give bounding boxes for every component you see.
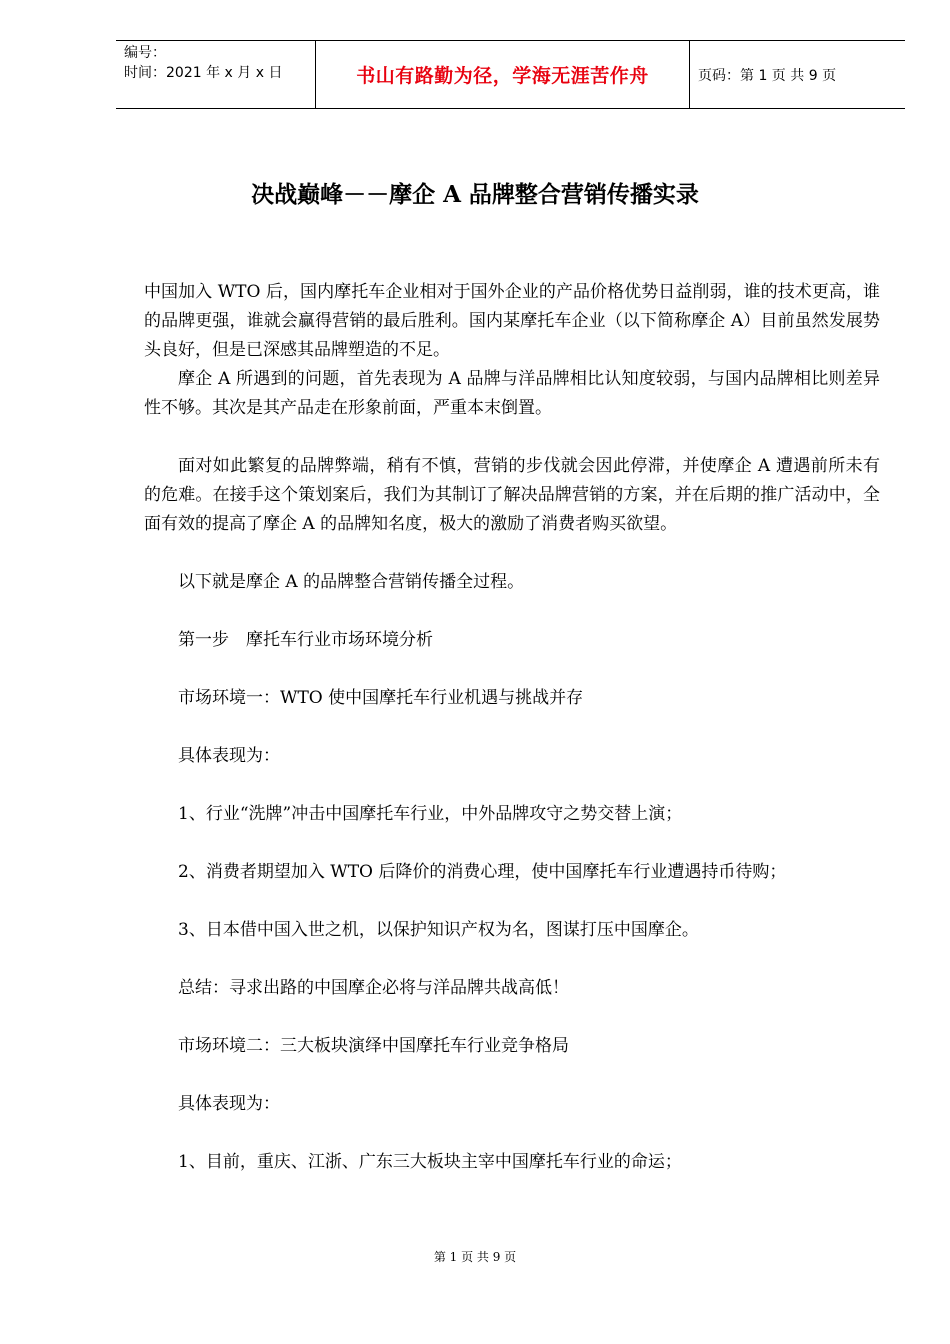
- step-one-heading: 第一步 摩托车行业市场环境分析: [178, 630, 433, 650]
- paragraph-solution: 面对如此繁复的品牌弊端，稍有不慎，营销的步伐就会因此停滞，并使摩企 A 遭遇前所未有的危难。在接手这个策划案后，我们为其制订了解决品牌营销的方案，并在后期的推广活动中，全面有效的提高了摩企 A 的品牌知名度，极大的激励了消费者购买欲望。: [144, 456, 880, 534]
- list-item: 1、行业“洗牌”冲击中国摩托车行业，中外品牌攻守之势交替上演；: [178, 804, 683, 824]
- header-motto-cell: [316, 41, 690, 108]
- list-item: 2、消费者期望加入 WTO 后降价的消费心理，使中国摩托车行业遭遇持币待购；: [178, 862, 787, 882]
- document-title: 决战巅峰－－摩企 A 品牌整合营销传播实录: [251, 181, 699, 208]
- motto-text: 书山有路勤为径，学海无涯苦作舟: [356, 65, 649, 87]
- paragraph-overview: 以下就是摩企 A 的品牌整合营销传播全过程。: [178, 572, 525, 592]
- detail-label: 具体表现为：: [178, 1094, 280, 1114]
- list-item: 1、目前，重庆、江浙、广东三大板块主宰中国摩托车行业的命运；: [178, 1152, 682, 1172]
- number-label: 编号：: [124, 45, 166, 61]
- paragraph-intro: 中国加入 WTO 后，国内摩托车企业相对于国外企业的产品价格优势日益削弱，谁的技术更高，谁的品牌更强，谁就会赢得营销的最后胜利。国内某摩托车企业（以下简称摩企 A）目前虽然发展势头良好，但是已深感其品牌塑造的不足。: [144, 282, 880, 360]
- page-footer: 第 1 页 共 9 页: [433, 1250, 517, 1264]
- header-table: [116, 40, 905, 109]
- page-info: 页码：第 1 页 共 9 页: [698, 67, 837, 84]
- header-meta-cell: [116, 41, 316, 108]
- header-page-cell: [690, 41, 905, 108]
- market-env-one: 市场环境一：WTO 使中国摩托车行业机遇与挑战并存: [178, 688, 584, 708]
- document-body: [144, 278, 880, 1177]
- list-item: 3、日本借中国入世之机，以保护知识产权为名，图谋打压中国摩企。: [178, 920, 699, 940]
- time-label: 时间：2021 年 x 月 x 日: [124, 65, 283, 81]
- market-env-two: 市场环境二：三大板块演绎中国摩托车行业竞争格局: [178, 1036, 569, 1056]
- summary: 总结：寻求出路的中国摩企必将与洋品牌共战高低！: [178, 978, 569, 998]
- paragraph-problem: 摩企 A 所遇到的问题，首先表现为 A 品牌与洋品牌相比认知度较弱，与国内品牌相比则差异性不够。其次是其产品走在形象前面，严重本末倒置。: [144, 369, 880, 418]
- detail-label: 具体表现为：: [178, 746, 280, 766]
